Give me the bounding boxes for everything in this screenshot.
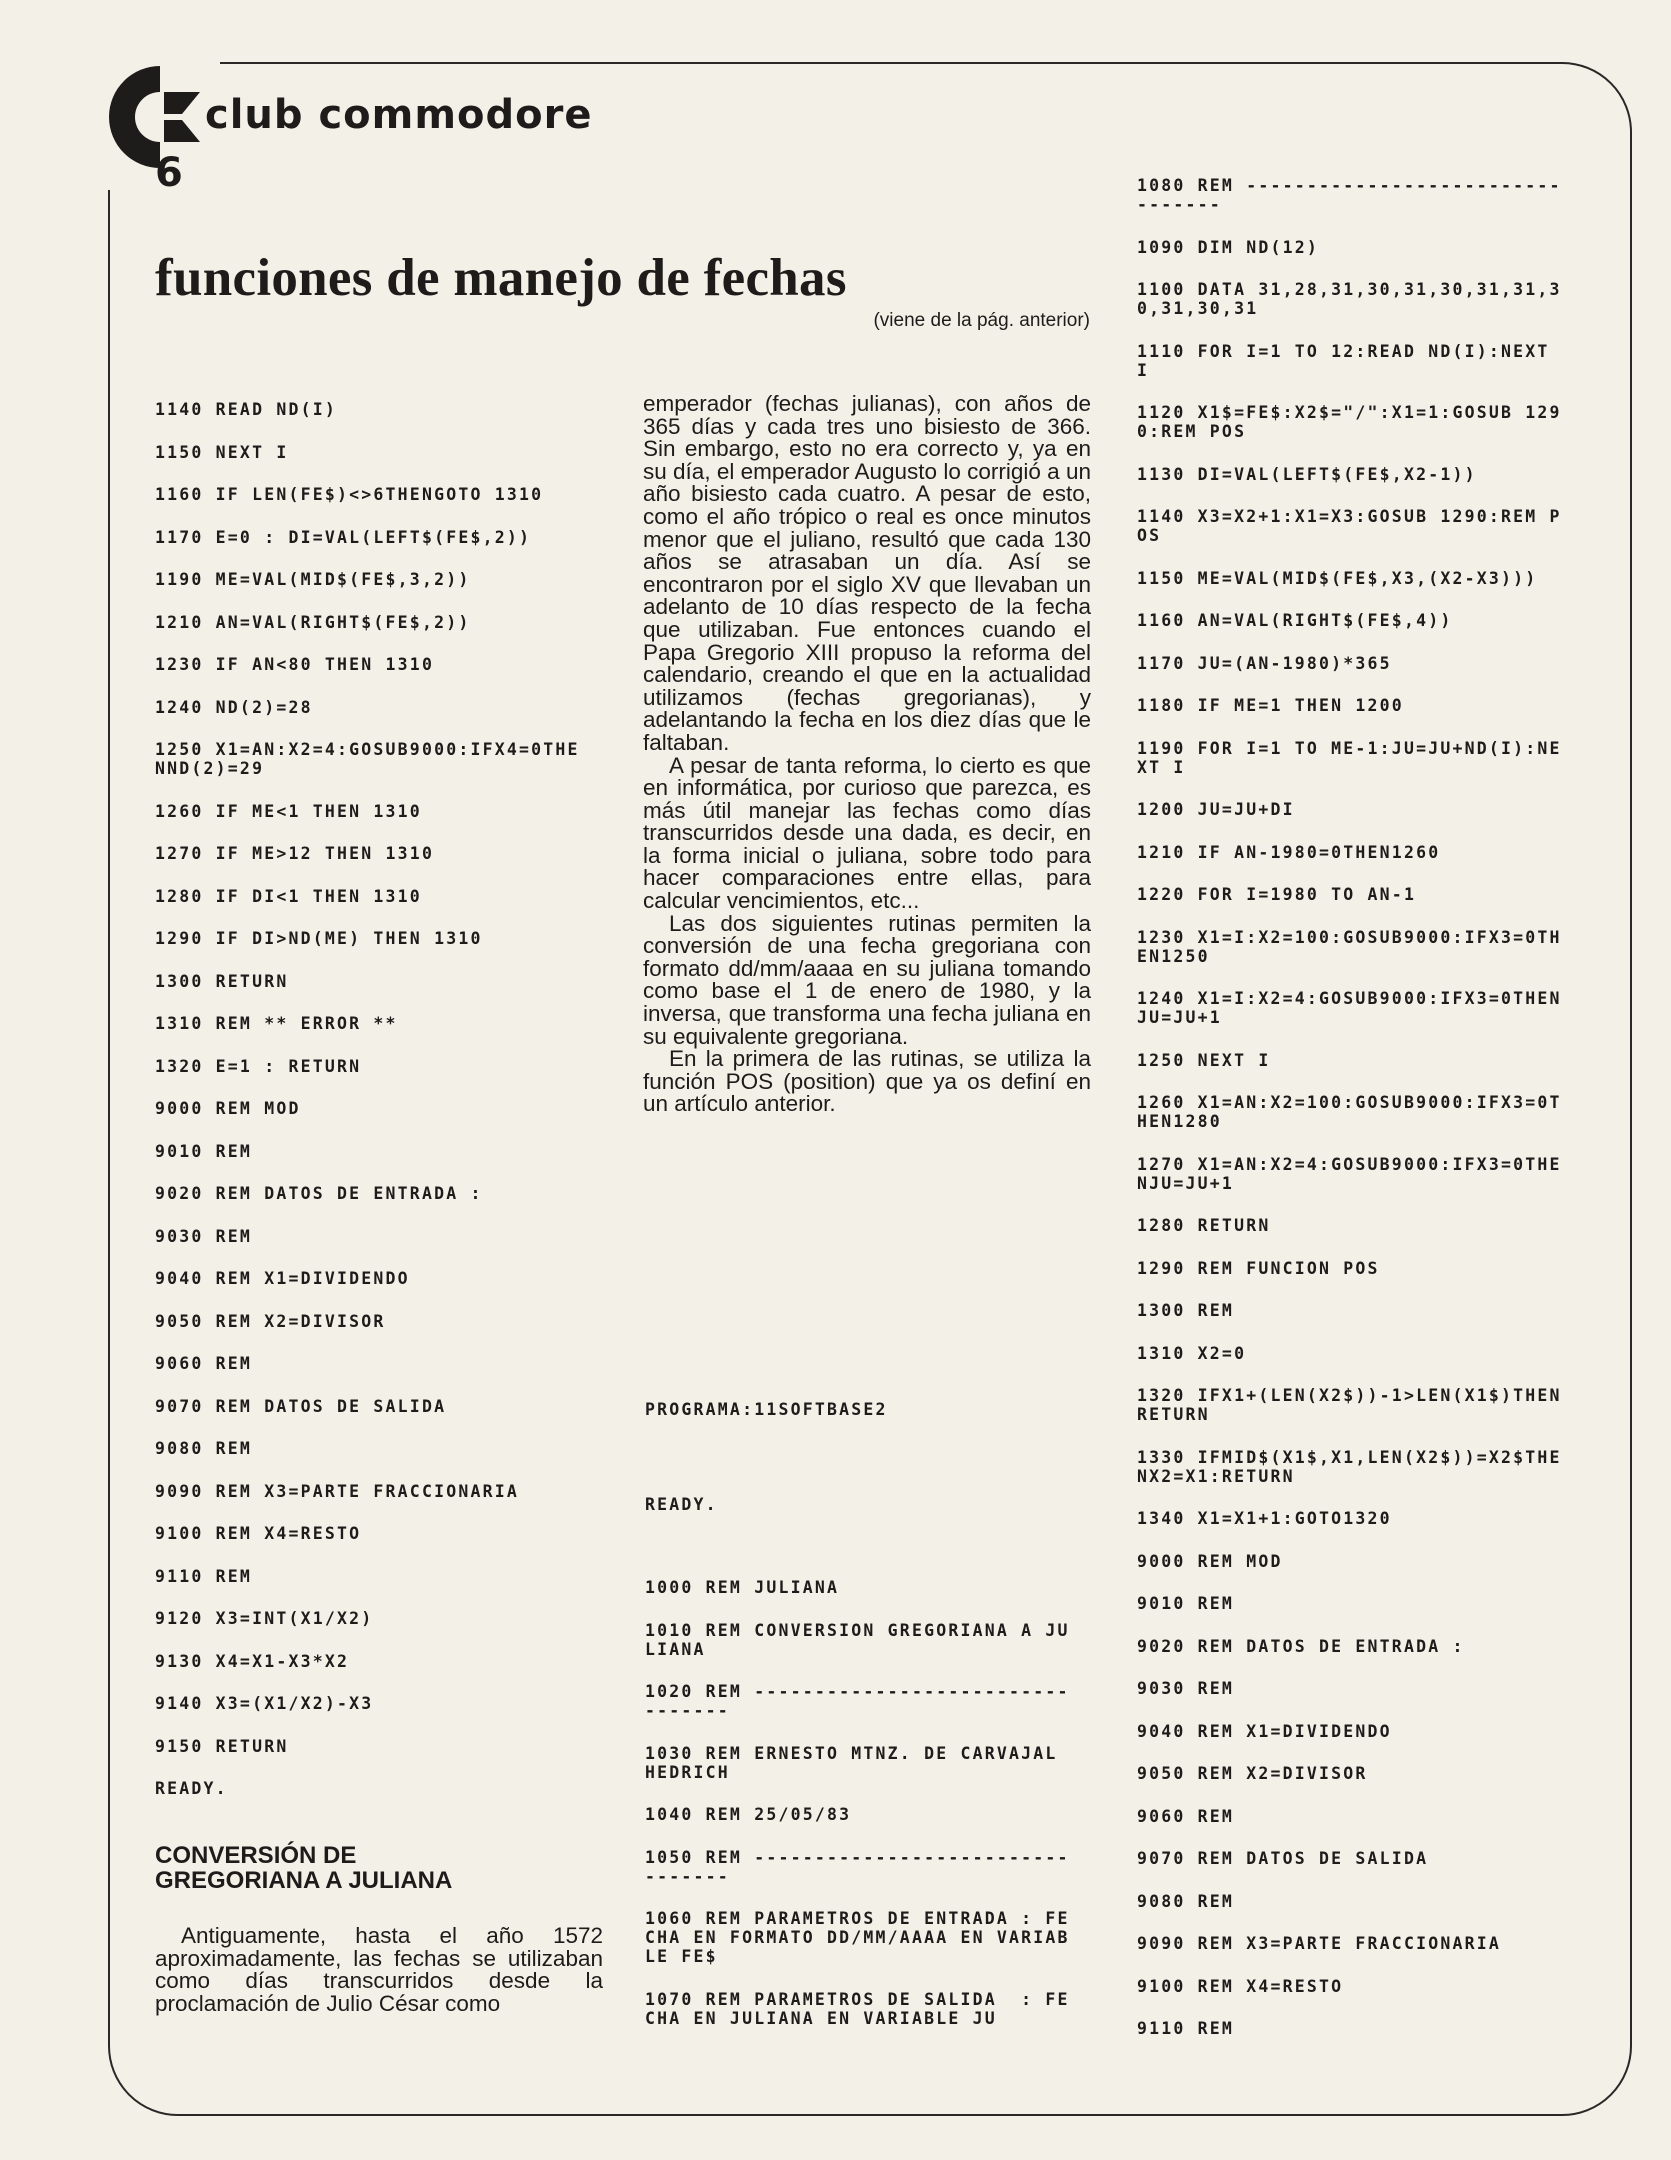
code-listing-left (155, 400, 580, 1822)
code-line: 1000 REM JULIANA (645, 1578, 840, 1597)
code-line: 1070 REM PARAMETROS DE SALIDA : FE CHA EN JULIANA EN VARIABLE JU (645, 1989, 1070, 2028)
code-line: 1290 REM FUNCION POS (1137, 1258, 1380, 1278)
paragraph: En la primera de las rutinas, se utiliza la función POS (position) que ya os definí en un artículo anterior. (643, 1046, 1091, 1117)
code-line: 1290 IF DI>ND(ME) THEN 1310 (155, 929, 483, 948)
code-line: 9000 REM MOD (155, 1099, 301, 1118)
code-line: 1080 REM -------------------------- ------- (1137, 176, 1562, 214)
code-line: 9040 REM X1=DIVIDENDO (1137, 1721, 1392, 1741)
code-line: 1270 IF ME>12 THEN 1310 (155, 844, 435, 863)
code-line: 1150 NEXT I (155, 442, 289, 462)
code-line: 9030 REM (1137, 1679, 1235, 1698)
code-line: 9010 REM (1137, 1594, 1235, 1613)
code-line: 1060 REM PARAMETROS DE ENTRADA : FE CHA EN FORMATO DD/MM/AAAA EN VARIAB LE FE$ (645, 1909, 1070, 1966)
code-line: 9100 REM X4=RESTO (1137, 1976, 1344, 1996)
code-line: 9020 REM DATOS DE ENTRADA : (1137, 1636, 1465, 1656)
code-line: 1240 X1=I:X2=4:GOSUB9000:IFX3=0THEN JU=JU+1 (1137, 989, 1562, 1027)
code-line: 9130 X4=X1-X3*X2 (155, 1651, 350, 1671)
code-line: 1190 FOR I=1 TO ME-1:JU=JU+ND(I):NE XT I (1137, 738, 1562, 777)
code-line: 1320 IFX1+(LEN(X2$))-1>LEN(X1$)THEN RETURN (1137, 1386, 1562, 1424)
ready-label: READY. (645, 1495, 718, 1514)
code-line: 1270 X1=AN:X2=4:GOSUB9000:IFX3=0THE NJU=JU+1 (1137, 1154, 1562, 1193)
code-line: 9000 REM MOD (1137, 1551, 1283, 1571)
body-text-middle (643, 393, 1091, 1116)
code-listing-middle (645, 1578, 1070, 2051)
code-line: 1210 IF AN-1980=0THEN1260 (1137, 842, 1441, 862)
code-line: 9120 X3=INT(X1/X2) (155, 1609, 374, 1628)
section-heading (155, 1843, 452, 1893)
program-label: PROGRAMA:11SOFTBASE2 (645, 1400, 888, 1419)
code-line: 9050 REM X2=DIVISOR (155, 1311, 386, 1331)
code-line: 1300 REM (1137, 1301, 1235, 1320)
section-heading-line: CONVERSIÓN DE (155, 1842, 357, 1869)
code-line: 9040 REM X1=DIVIDENDO (155, 1269, 410, 1288)
code-line: 1280 IF DI<1 THEN 1310 (155, 886, 422, 906)
code-line: 1340 X1=X1+1:GOTO1320 (1137, 1509, 1392, 1528)
code-line: 1140 X3=X2+1:X1=X3:GOSUB 1290:REM P OS (1137, 507, 1562, 545)
code-line: 9140 X3=(X1/X2)-X3 (155, 1694, 374, 1713)
paragraph: Las dos siguientes rutinas permiten la conversión de una fecha gregoriana con formato dd/mm/aaaa en su juliana tomando como base el 1 de enero de 1980, y la inversa, que transforma una fecha juliana en su equivalente gregoriana. (643, 910, 1091, 1049)
code-listing-right (1137, 176, 1562, 2062)
code-line: 1230 X1=I:X2=100:GOSUB9000:IFX3=0TH EN1250 (1137, 927, 1562, 966)
code-line: 1190 ME=VAL(MID$(FE$,3,2)) (155, 570, 471, 589)
code-line: 1300 RETURN (155, 971, 289, 991)
code-line: 1310 X2=0 (1137, 1343, 1247, 1363)
code-line: 9060 REM (1137, 1806, 1235, 1826)
code-line: 1150 ME=VAL(MID$(FE$,X3,(X2-X3))) (1137, 568, 1538, 588)
code-line: 9050 REM X2=DIVISOR (1137, 1764, 1368, 1783)
code-line: 1240 ND(2)=28 (155, 697, 313, 717)
code-line: 1180 IF ME=1 THEN 1200 (1137, 696, 1404, 715)
code-line: 1130 DI=VAL(LEFT$(FE$,X2-1)) (1137, 464, 1477, 484)
paragraph: emperador (fechas julianas), con años de 365 días y cada tres uno bisiesto de 366. Sin embargo, esto no era correcto y, ya en su día, el emperador Augusto lo corrigió a un año bisiesto cada cuatro. A pesar de esto, como el año trópico o real es once minutos menor que el juliano, resultó que cada 130 años se atrasaban un día. Así se encontraron por el siglo XV que llevaban un adelanto de 10 días respecto de la fecha que utilizaban. Fue entonces cuando el Papa Gregorio XIII propuso la reforma del calendario, creando el que en la actualidad utilizamos (fechas gregorianas), y adelantando la fecha en los diez días que le faltaban. (643, 391, 1091, 755)
code-line: 1260 X1=AN:X2=100:GOSUB9000:IFX3=0T HEN1280 (1137, 1093, 1562, 1131)
code-line: 9080 REM (155, 1439, 253, 1458)
intro-paragraph (155, 1925, 603, 2015)
code-line: 1320 E=1 : RETURN (155, 1056, 362, 1076)
code-line: 9080 REM (1137, 1891, 1235, 1911)
code-line: 9090 REM X3=PARTE FRACCIONARIA (155, 1481, 520, 1501)
code-line: 9010 REM (155, 1141, 253, 1161)
article-title: funciones de manejo de fechas (155, 249, 847, 307)
section-heading-line: GREGORIANA A JULIANA (155, 1867, 453, 1894)
code-line: 9110 REM (1137, 2019, 1235, 2038)
paragraph: A pesar de tanta reforma, lo cierto es que en informática, por curioso que parezca, es más útil manejar las fechas como días transcurridos desde una dada, es decir, en la forma inicial o juliana, sobre todo para hacer comparaciones entre ellas, para calcular vencimientos, etc... (643, 752, 1091, 914)
code-line: 1260 IF ME<1 THEN 1310 (155, 801, 422, 821)
code-line: 1220 FOR I=1980 TO AN-1 (1137, 885, 1417, 904)
code-line: 9070 REM DATOS DE SALIDA (155, 1396, 447, 1416)
continued-note: (viene de la pág. anterior) (873, 310, 1090, 331)
code-line: 9150 RETURN (155, 1736, 289, 1756)
code-line: 1310 REM ** ERROR ** (155, 1014, 398, 1033)
code-line: 1160 IF LEN(FE$)<>6THENGOTO 1310 (155, 485, 544, 504)
code-line: 1200 JU=JU+DI (1137, 800, 1295, 819)
code-line: 1010 REM CONVERSION GREGORIANA A JU LIANA (645, 1620, 1070, 1659)
code-line: 1020 REM -------------------------- ------- (645, 1682, 1070, 1720)
page-number: 6 (155, 150, 183, 196)
paragraph: Antiguamente, hasta el año 1572 aproximadamente, las fechas se utilizaban como días transcurridos desde la proclamación de Julio César como (155, 1923, 603, 2016)
code-line: READY. (155, 1779, 228, 1798)
code-line: 1160 AN=VAL(RIGHT$(FE$,4)) (1137, 611, 1453, 630)
code-line: 1030 REM ERNESTO MTNZ. DE CARVAJAL HEDRICH (645, 1743, 1058, 1782)
code-line: 9110 REM (155, 1566, 253, 1586)
code-line: 9020 REM DATOS DE ENTRADA : (155, 1184, 483, 1203)
code-line: 1250 X1=AN:X2=4:GOSUB9000:IFX4=0THE NND(2)=29 (155, 740, 580, 778)
code-line: 1330 IFMID$(X1$,X1,LEN(X2$))=X2$THE NX2=X1:RETURN (1137, 1447, 1562, 1486)
code-line: 1110 FOR I=1 TO 12:READ ND(I):NEXT I (1137, 341, 1550, 380)
code-line: 1120 X1$=FE$:X2$="/":X1=1:GOSUB 129 0:REM POS (1137, 403, 1562, 441)
code-line: 1230 IF AN<80 THEN 1310 (155, 655, 435, 674)
code-line: 1090 DIM ND(12) (1137, 237, 1320, 257)
code-line: 1210 AN=VAL(RIGHT$(FE$,2)) (155, 612, 471, 632)
code-line: 1140 READ ND(I) (155, 400, 338, 419)
code-line: 1040 REM 25/05/83 (645, 1805, 852, 1824)
code-line: 9060 REM (155, 1354, 253, 1373)
code-line: 1250 NEXT I (1137, 1050, 1271, 1070)
code-line: 1280 RETURN (1137, 1216, 1271, 1235)
code-line: 9070 REM DATOS DE SALIDA (1137, 1849, 1429, 1868)
code-line: 9090 REM X3=PARTE FRACCIONARIA (1137, 1934, 1502, 1953)
code-line: 1170 JU=(AN-1980)*365 (1137, 653, 1392, 673)
code-line: 9100 REM X4=RESTO (155, 1524, 362, 1543)
code-line: 1100 DATA 31,28,31,30,31,30,31,31,3 0,31,30,31 (1137, 280, 1562, 318)
code-line: 9030 REM (155, 1226, 253, 1246)
code-line: 1170 E=0 : DI=VAL(LEFT$(FE$,2)) (155, 527, 532, 547)
brand-name: club commodore (205, 92, 593, 138)
code-line: 1050 REM -------------------------- ------- (645, 1847, 1070, 1886)
